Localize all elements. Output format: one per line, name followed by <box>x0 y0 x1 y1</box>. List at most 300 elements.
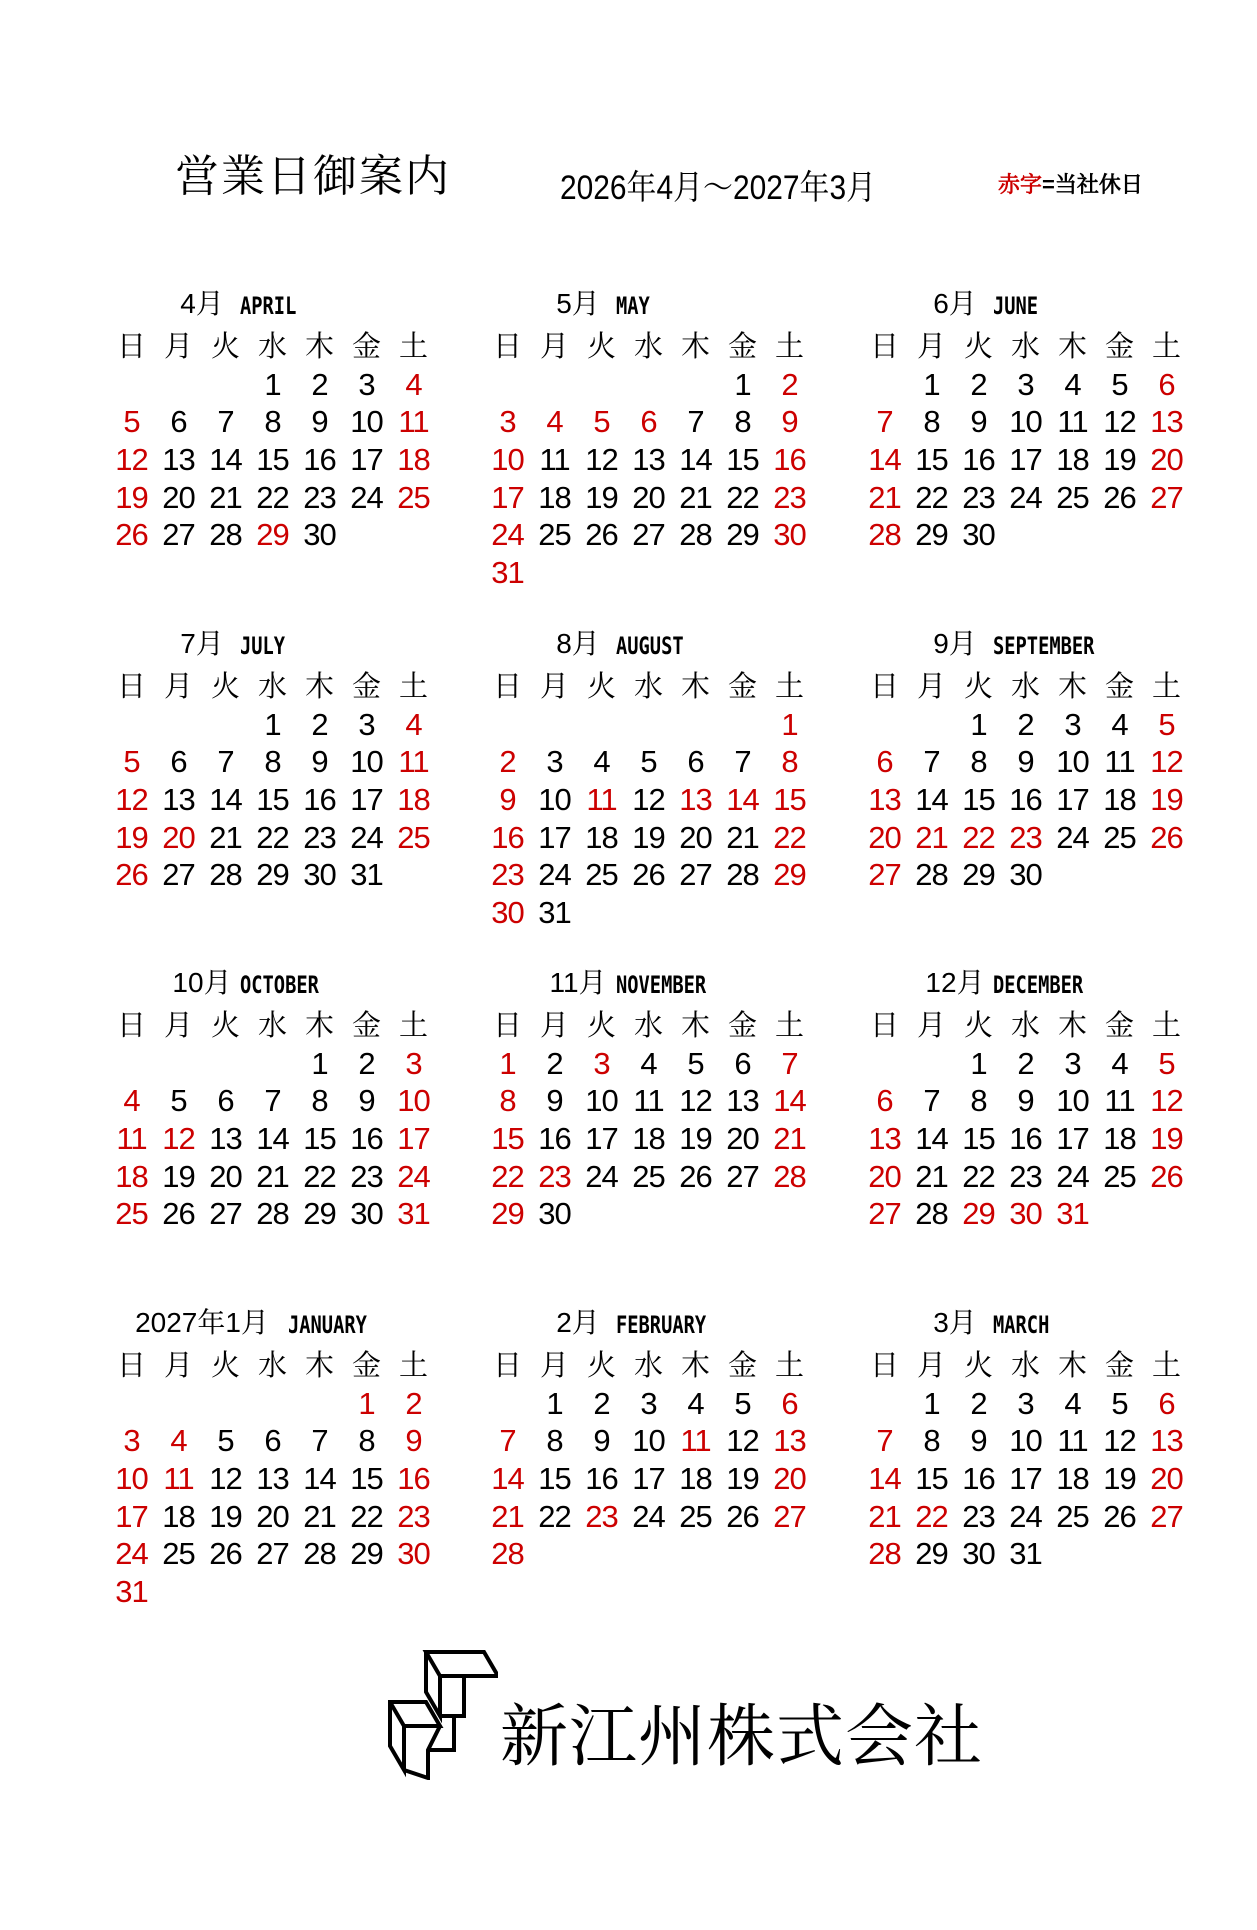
weekday-header: 土 <box>774 669 804 703</box>
day-cell: 17 <box>632 1461 665 1497</box>
day-cell: 26 <box>632 857 665 893</box>
day-cell: 12 <box>1150 744 1183 780</box>
weekday-header: 木 <box>304 1348 334 1382</box>
day-cell: 11 <box>1104 744 1135 780</box>
day-cell: 14 <box>491 1461 524 1497</box>
weekday-header: 木 <box>680 1008 710 1042</box>
day-cell: 7 <box>217 404 234 440</box>
day-cell: 11 <box>1104 1083 1135 1119</box>
day-cell: 25 <box>632 1158 665 1194</box>
day-cell: 26 <box>585 517 618 553</box>
day-cell: 13 <box>726 1083 759 1119</box>
month-calendar <box>484 1303 829 1573</box>
day-cell: 2 <box>970 1385 987 1421</box>
weekday-header: 月 <box>163 669 193 703</box>
day-cell: 4 <box>405 706 422 742</box>
day-cell: 16 <box>350 1121 383 1157</box>
month-label: 2027年1月 <box>135 1307 269 1338</box>
day-cell: 23 <box>773 479 806 515</box>
day-cell: 28 <box>209 517 242 553</box>
weekday-header: 火 <box>586 1348 616 1382</box>
weekday-header: 月 <box>163 1008 193 1042</box>
day-cell: 20 <box>162 819 195 855</box>
day-cell: 2 <box>499 744 516 780</box>
day-grid <box>108 1007 453 1233</box>
weekday-header: 土 <box>398 669 428 703</box>
day-cell: 29 <box>726 517 759 553</box>
day-grid <box>861 668 1206 894</box>
day-cell: 1 <box>734 366 751 402</box>
day-cell: 21 <box>256 1158 289 1194</box>
day-cell: 19 <box>1103 1461 1136 1497</box>
weekday-header: 火 <box>586 329 616 363</box>
day-cell: 22 <box>773 819 806 855</box>
day-cell: 12 <box>679 1083 712 1119</box>
day-cell: 9 <box>546 1083 563 1119</box>
day-cell: 16 <box>1009 1121 1042 1157</box>
legend-text: =当社休日 <box>1042 172 1143 197</box>
day-cell: 14 <box>915 782 948 818</box>
day-cell: 2 <box>1017 706 1034 742</box>
day-grid <box>108 1347 453 1611</box>
day-cell: 12 <box>1103 1423 1136 1459</box>
day-cell: 25 <box>115 1196 148 1232</box>
day-cell: 14 <box>868 442 901 478</box>
weekday-header: 月 <box>539 669 569 703</box>
day-cell: 5 <box>123 744 140 780</box>
day-cell: 3 <box>358 706 375 742</box>
day-cell: 2 <box>970 366 987 402</box>
day-cell: 31 <box>1056 1196 1089 1232</box>
day-cell: 19 <box>585 479 618 515</box>
day-cell: 1 <box>923 1385 940 1421</box>
day-cell: 18 <box>1103 1121 1136 1157</box>
day-cell: 12 <box>1103 404 1136 440</box>
day-grid <box>861 328 1206 554</box>
day-cell: 15 <box>256 782 289 818</box>
day-cell: 3 <box>1017 1385 1034 1421</box>
weekday-header: 月 <box>539 1348 569 1382</box>
day-cell: 3 <box>640 1385 657 1421</box>
empty-cell <box>249 1045 296 1083</box>
weekday-header: 火 <box>210 1008 240 1042</box>
day-cell: 15 <box>915 442 948 478</box>
weekday-header: 火 <box>963 669 993 703</box>
day-cell: 16 <box>773 442 806 478</box>
day-cell: 23 <box>1009 819 1042 855</box>
weekday-header: 水 <box>1010 1008 1040 1042</box>
day-cell: 21 <box>868 479 901 515</box>
day-cell: 14 <box>209 442 242 478</box>
day-cell: 23 <box>350 1158 383 1194</box>
day-cell: 29 <box>350 1536 383 1572</box>
day-cell: 24 <box>538 857 571 893</box>
day-cell: 30 <box>303 517 336 553</box>
weekday-header: 金 <box>727 1008 757 1042</box>
day-cell: 30 <box>1009 1196 1042 1232</box>
day-cell: 8 <box>734 404 751 440</box>
day-cell: 24 <box>585 1158 618 1194</box>
weekday-header: 日 <box>869 1348 899 1382</box>
day-cell: 29 <box>303 1196 336 1232</box>
day-cell: 19 <box>162 1158 195 1194</box>
weekday-header: 日 <box>492 1348 522 1382</box>
day-cell: 3 <box>1017 366 1034 402</box>
month-name: DECEMBER <box>993 971 1084 999</box>
day-cell: 6 <box>734 1045 751 1081</box>
day-cell: 30 <box>962 1536 995 1572</box>
day-cell: 22 <box>962 819 995 855</box>
day-cell: 12 <box>115 782 148 818</box>
month-label: 4月 <box>180 288 224 319</box>
empty-cell <box>861 366 908 404</box>
day-cell: 6 <box>687 744 704 780</box>
day-cell: 13 <box>162 782 195 818</box>
weekday-header: 金 <box>351 1008 381 1042</box>
day-cell: 17 <box>585 1121 618 1157</box>
weekday-header: 月 <box>539 329 569 363</box>
day-cell: 8 <box>923 404 940 440</box>
day-cell: 27 <box>773 1498 806 1534</box>
day-cell: 7 <box>264 1083 281 1119</box>
day-cell: 26 <box>1150 1158 1183 1194</box>
day-cell: 20 <box>773 1461 806 1497</box>
day-cell: 18 <box>162 1498 195 1534</box>
day-cell: 25 <box>1103 1158 1136 1194</box>
day-cell: 17 <box>350 442 383 478</box>
day-cell: 25 <box>397 819 430 855</box>
day-cell: 10 <box>397 1083 430 1119</box>
day-cell: 22 <box>962 1158 995 1194</box>
day-cell: 4 <box>593 744 610 780</box>
month-label: 8月 <box>556 628 600 659</box>
day-cell: 10 <box>115 1461 148 1497</box>
day-cell: 5 <box>1158 1045 1175 1081</box>
day-cell: 3 <box>358 366 375 402</box>
day-cell: 27 <box>726 1158 759 1194</box>
day-cell: 30 <box>538 1196 571 1232</box>
weekday-header: 水 <box>1010 329 1040 363</box>
day-cell: 28 <box>868 517 901 553</box>
weekday-header: 月 <box>916 329 946 363</box>
day-cell: 8 <box>923 1423 940 1459</box>
day-cell: 17 <box>115 1498 148 1534</box>
day-cell: 18 <box>1056 442 1089 478</box>
day-cell: 27 <box>1150 1498 1183 1534</box>
day-cell: 8 <box>311 1083 328 1119</box>
day-cell: 1 <box>546 1385 563 1421</box>
empty-cell <box>484 1385 531 1423</box>
company-name: 新江州株式会社 <box>500 1698 984 1777</box>
weekday-header: 木 <box>680 1348 710 1382</box>
day-cell: 29 <box>962 1196 995 1232</box>
day-cell: 8 <box>781 744 798 780</box>
weekday-header: 月 <box>539 1008 569 1042</box>
day-grid <box>484 1007 829 1233</box>
empty-cell <box>861 1045 908 1083</box>
day-cell: 19 <box>115 819 148 855</box>
day-cell: 6 <box>217 1083 234 1119</box>
day-grid <box>861 1007 1206 1233</box>
day-cell: 2 <box>593 1385 610 1421</box>
day-cell: 22 <box>726 479 759 515</box>
month-label: 12月 <box>925 967 985 998</box>
empty-cell <box>861 1385 908 1423</box>
day-cell: 24 <box>350 479 383 515</box>
month-name: FEBRUARY <box>616 1311 707 1339</box>
day-cell: 28 <box>209 857 242 893</box>
month-label: 11月 <box>549 967 607 998</box>
day-cell: 8 <box>546 1423 563 1459</box>
day-cell: 10 <box>491 442 524 478</box>
day-cell: 30 <box>962 517 995 553</box>
day-cell: 2 <box>1017 1045 1034 1081</box>
weekday-header: 水 <box>1010 1348 1040 1382</box>
day-cell: 27 <box>868 857 901 893</box>
empty-cell <box>861 706 908 744</box>
day-cell: 9 <box>593 1423 610 1459</box>
day-cell: 23 <box>303 479 336 515</box>
day-cell: 26 <box>115 857 148 893</box>
day-cell: 19 <box>726 1461 759 1497</box>
weekday-header: 日 <box>116 1008 146 1042</box>
day-cell: 21 <box>491 1498 524 1534</box>
weekday-header: 日 <box>869 329 899 363</box>
empty-cell <box>249 1385 296 1423</box>
weekday-header: 水 <box>633 329 663 363</box>
day-cell: 14 <box>209 782 242 818</box>
day-cell: 24 <box>632 1498 665 1534</box>
day-cell: 12 <box>209 1461 242 1497</box>
weekday-header: 水 <box>633 669 663 703</box>
weekday-header: 水 <box>257 1348 287 1382</box>
day-cell: 4 <box>123 1083 140 1119</box>
day-cell: 28 <box>915 857 948 893</box>
day-cell: 29 <box>915 1536 948 1572</box>
day-grid <box>108 328 453 554</box>
day-cell: 19 <box>1103 442 1136 478</box>
weekday-header: 金 <box>1104 669 1134 703</box>
month-name: OCTOBER <box>240 971 319 999</box>
day-cell: 20 <box>256 1498 289 1534</box>
day-cell: 9 <box>311 744 328 780</box>
day-cell: 19 <box>115 479 148 515</box>
day-cell: 19 <box>632 819 665 855</box>
weekday-header: 木 <box>1057 329 1087 363</box>
day-cell: 10 <box>1009 1423 1042 1459</box>
day-cell: 7 <box>781 1045 798 1081</box>
day-cell: 29 <box>256 857 289 893</box>
month-calendar <box>108 284 453 554</box>
weekday-header: 金 <box>727 669 757 703</box>
day-cell: 9 <box>970 404 987 440</box>
day-cell: 5 <box>1158 706 1175 742</box>
weekday-header: 金 <box>1104 1008 1134 1042</box>
day-cell: 9 <box>1017 744 1034 780</box>
day-cell: 6 <box>781 1385 798 1421</box>
day-cell: 15 <box>256 442 289 478</box>
day-cell: 30 <box>303 857 336 893</box>
day-cell: 21 <box>915 819 948 855</box>
day-cell: 5 <box>593 404 610 440</box>
day-cell: 25 <box>585 857 618 893</box>
month-calendar <box>108 1303 453 1611</box>
weekday-header: 土 <box>1151 1348 1181 1382</box>
day-cell: 9 <box>1017 1083 1034 1119</box>
day-cell: 10 <box>585 1083 618 1119</box>
day-cell: 7 <box>217 744 234 780</box>
weekday-header: 日 <box>116 1348 146 1382</box>
day-cell: 24 <box>1056 819 1089 855</box>
day-cell: 13 <box>632 442 665 478</box>
day-cell: 10 <box>350 404 383 440</box>
month-name: JANUARY <box>288 1311 367 1339</box>
weekday-header: 木 <box>680 329 710 363</box>
day-cell: 21 <box>726 819 759 855</box>
day-cell: 20 <box>726 1121 759 1157</box>
empty-cell <box>108 366 155 404</box>
weekday-header: 木 <box>304 669 334 703</box>
day-cell: 12 <box>1150 1083 1183 1119</box>
empty-cell <box>531 366 578 404</box>
weekday-header: 土 <box>398 1008 428 1042</box>
day-cell: 14 <box>679 442 712 478</box>
day-cell: 14 <box>915 1121 948 1157</box>
day-cell: 18 <box>115 1158 148 1194</box>
day-cell: 19 <box>1150 1121 1183 1157</box>
day-cell: 6 <box>170 404 187 440</box>
day-cell: 12 <box>162 1121 195 1157</box>
day-cell: 9 <box>358 1083 375 1119</box>
day-cell: 22 <box>256 819 289 855</box>
day-cell: 3 <box>593 1045 610 1081</box>
day-cell: 5 <box>687 1045 704 1081</box>
day-cell: 10 <box>632 1423 665 1459</box>
day-cell: 28 <box>679 517 712 553</box>
day-cell: 6 <box>1158 366 1175 402</box>
day-cell: 11 <box>539 442 570 478</box>
month-label: 9月 <box>933 628 977 659</box>
day-cell: 5 <box>640 744 657 780</box>
day-cell: 1 <box>499 1045 516 1081</box>
day-cell: 30 <box>397 1536 430 1572</box>
day-cell: 31 <box>1009 1536 1042 1572</box>
day-cell: 24 <box>115 1536 148 1572</box>
day-grid <box>861 1347 1206 1573</box>
weekday-header: 水 <box>257 669 287 703</box>
day-cell: 10 <box>538 782 571 818</box>
day-cell: 17 <box>1009 1461 1042 1497</box>
weekday-header: 火 <box>963 1348 993 1382</box>
day-cell: 31 <box>115 1574 148 1610</box>
day-cell: 4 <box>1111 706 1128 742</box>
empty-cell <box>202 366 249 404</box>
month-calendar <box>108 963 453 1233</box>
day-cell: 9 <box>970 1423 987 1459</box>
day-cell: 6 <box>876 1083 893 1119</box>
day-cell: 11 <box>633 1083 664 1119</box>
company-logo-mark <box>388 1650 498 1780</box>
day-grid <box>484 1347 829 1573</box>
day-cell: 2 <box>311 366 328 402</box>
month-label: 10月 <box>172 967 232 998</box>
day-cell: 28 <box>303 1536 336 1572</box>
day-cell: 3 <box>1064 706 1081 742</box>
weekday-header: 土 <box>1151 669 1181 703</box>
month-calendar <box>861 1303 1206 1573</box>
weekday-header: 月 <box>163 329 193 363</box>
weekday-header: 日 <box>116 329 146 363</box>
day-cell: 19 <box>1150 782 1183 818</box>
day-cell: 23 <box>585 1498 618 1534</box>
day-cell: 20 <box>162 479 195 515</box>
day-cell: 28 <box>868 1536 901 1572</box>
day-cell: 9 <box>781 404 798 440</box>
empty-cell <box>484 706 531 744</box>
empty-cell <box>108 1385 155 1423</box>
day-cell: 28 <box>726 857 759 893</box>
day-cell: 7 <box>923 1083 940 1119</box>
day-cell: 29 <box>962 857 995 893</box>
day-cell: 29 <box>773 857 806 893</box>
weekday-header: 木 <box>1057 669 1087 703</box>
weekday-header: 金 <box>351 669 381 703</box>
day-cell: 28 <box>915 1196 948 1232</box>
calendar-period: 2026年4月～2027年3月 <box>560 169 877 207</box>
day-cell: 24 <box>1009 479 1042 515</box>
empty-cell <box>578 706 625 744</box>
day-cell: 27 <box>868 1196 901 1232</box>
day-cell: 13 <box>256 1461 289 1497</box>
day-cell: 4 <box>640 1045 657 1081</box>
day-cell: 30 <box>1009 857 1042 893</box>
day-cell: 21 <box>209 819 242 855</box>
day-cell: 16 <box>491 819 524 855</box>
day-cell: 20 <box>868 819 901 855</box>
day-cell: 12 <box>115 442 148 478</box>
day-cell: 4 <box>1111 1045 1128 1081</box>
day-cell: 5 <box>1111 1385 1128 1421</box>
day-cell: 1 <box>970 1045 987 1081</box>
day-cell: 5 <box>170 1083 187 1119</box>
day-cell: 16 <box>1009 782 1042 818</box>
weekday-header: 月 <box>163 1348 193 1382</box>
day-cell: 26 <box>115 517 148 553</box>
day-cell: 3 <box>123 1423 140 1459</box>
day-cell: 26 <box>1103 1498 1136 1534</box>
empty-cell <box>908 1045 955 1083</box>
day-cell: 25 <box>397 479 430 515</box>
day-cell: 4 <box>170 1423 187 1459</box>
weekday-header: 水 <box>633 1008 663 1042</box>
day-cell: 17 <box>1056 1121 1089 1157</box>
day-cell: 23 <box>303 819 336 855</box>
day-cell: 21 <box>915 1158 948 1194</box>
day-cell: 21 <box>773 1121 806 1157</box>
day-cell: 11 <box>680 1423 711 1459</box>
day-cell: 31 <box>491 555 524 591</box>
weekday-header: 日 <box>869 1008 899 1042</box>
weekday-header: 木 <box>304 329 334 363</box>
empty-cell <box>672 706 719 744</box>
day-cell: 10 <box>1056 744 1089 780</box>
day-cell: 5 <box>734 1385 751 1421</box>
day-cell: 17 <box>1009 442 1042 478</box>
day-cell: 10 <box>1009 404 1042 440</box>
empty-cell <box>719 706 766 744</box>
day-cell: 25 <box>679 1498 712 1534</box>
month-calendar <box>861 284 1206 554</box>
